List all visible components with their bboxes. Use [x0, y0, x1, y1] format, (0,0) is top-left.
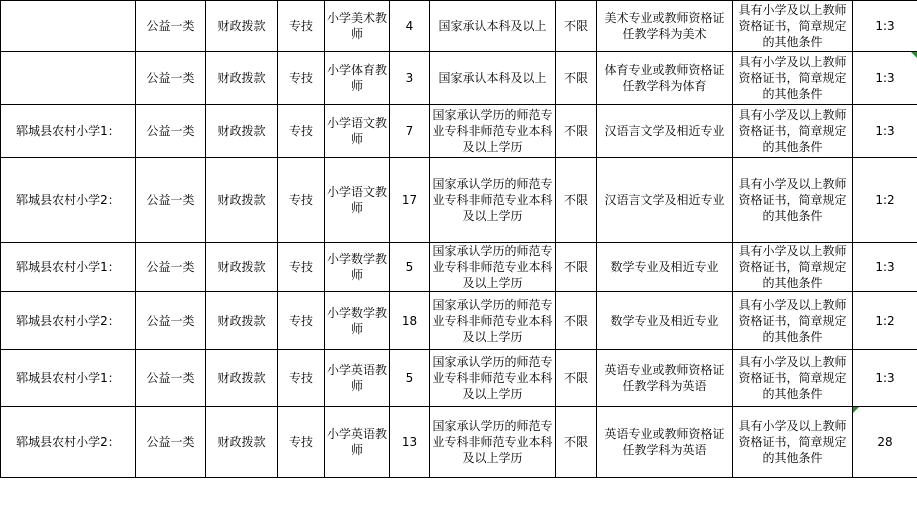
funding-cell[interactable]: 财政拨款 [206, 1, 278, 52]
ratio-cell[interactable]: 28 [853, 407, 917, 478]
position-cell[interactable]: 小学数学教师 [325, 292, 390, 350]
position-cell[interactable]: 小学数学教师 [325, 243, 390, 292]
major-cell[interactable]: 不限 [556, 52, 597, 105]
major-cell[interactable]: 不限 [556, 292, 597, 350]
flag-marker-icon [853, 407, 859, 413]
count-cell[interactable]: 5 [390, 350, 430, 407]
education-cell[interactable]: 国家承认学历的师范专业专科非师范专业本科及以上学历 [430, 407, 556, 478]
category-cell[interactable]: 公益一类 [136, 350, 206, 407]
count-cell[interactable]: 3 [390, 52, 430, 105]
ratio-cell[interactable]: 1:2 [853, 292, 917, 350]
funding-cell[interactable]: 财政拨款 [206, 158, 278, 243]
requirement-cell[interactable]: 数学专业及相近专业 [597, 243, 733, 292]
requirement-cell[interactable]: 体育专业或教师资格证任教学科为体育 [597, 52, 733, 105]
requirement-cell[interactable]: 数学专业及相近专业 [597, 292, 733, 350]
category-cell[interactable]: 公益一类 [136, 158, 206, 243]
ratio-cell[interactable]: 1:2 [853, 158, 917, 243]
education-cell[interactable]: 国家承认学历的师范专业专科非师范专业本科及以上学历 [430, 350, 556, 407]
post-type-cell[interactable]: 专技 [278, 350, 325, 407]
category-cell[interactable]: 公益一类 [136, 292, 206, 350]
post-type-cell[interactable]: 专技 [278, 52, 325, 105]
post-type-cell[interactable]: 专技 [278, 292, 325, 350]
position-cell[interactable]: 小学语文教师 [325, 158, 390, 243]
major-cell[interactable]: 不限 [556, 158, 597, 243]
count-cell[interactable]: 5 [390, 243, 430, 292]
funding-cell[interactable]: 财政拨款 [206, 105, 278, 158]
funding-cell[interactable]: 财政拨款 [206, 292, 278, 350]
other-conditions-cell[interactable]: 具有小学及以上教师资格证书，简章规定的其他条件 [733, 407, 853, 478]
education-cell[interactable]: 国家承认本科及以上 [430, 1, 556, 52]
category-cell[interactable]: 公益一类 [136, 243, 206, 292]
position-cell[interactable]: 小学英语教师 [325, 350, 390, 407]
unit-cell[interactable] [1, 52, 136, 105]
other-conditions-cell[interactable]: 具有小学及以上教师资格证书，简章规定的其他条件 [733, 1, 853, 52]
funding-cell[interactable]: 财政拨款 [206, 350, 278, 407]
table-row [1, 1, 917, 52]
table-row [1, 243, 917, 292]
comment-marker-icon [911, 52, 917, 58]
count-cell[interactable]: 18 [390, 292, 430, 350]
position-cell[interactable]: 小学语文教师 [325, 105, 390, 158]
unit-cell[interactable]: 郓城县农村小学1： [1, 350, 136, 407]
ratio-cell[interactable]: 1:3 [853, 243, 917, 292]
major-cell[interactable]: 不限 [556, 105, 597, 158]
post-type-cell[interactable]: 专技 [278, 1, 325, 52]
other-conditions-cell[interactable]: 具有小学及以上教师资格证书，简章规定的其他条件 [733, 350, 853, 407]
category-cell[interactable]: 公益一类 [136, 52, 206, 105]
funding-cell[interactable]: 财政拨款 [206, 243, 278, 292]
major-cell[interactable]: 不限 [556, 243, 597, 292]
other-conditions-cell[interactable]: 具有小学及以上教师资格证书，简章规定的其他条件 [733, 52, 853, 105]
post-type-cell[interactable]: 专技 [278, 243, 325, 292]
ratio-cell[interactable]: 1:3 [853, 105, 917, 158]
requirement-cell[interactable]: 汉语言文学及相近专业 [597, 158, 733, 243]
education-cell[interactable]: 国家承认学历的师范专业专科非师范专业本科及以上学历 [430, 292, 556, 350]
other-conditions-cell[interactable]: 具有小学及以上教师资格证书，简章规定的其他条件 [733, 105, 853, 158]
education-cell[interactable]: 国家承认学历的师范专业专科非师范专业本科及以上学历 [430, 105, 556, 158]
table-body [1, 1, 917, 478]
ratio-cell[interactable]: 1:3 [853, 1, 917, 52]
position-cell[interactable]: 小学体育教师 [325, 52, 390, 105]
table-row [1, 158, 917, 243]
position-cell[interactable]: 小学英语教师 [325, 407, 390, 478]
count-cell[interactable]: 7 [390, 105, 430, 158]
other-conditions-cell[interactable]: 具有小学及以上教师资格证书，简章规定的其他条件 [733, 243, 853, 292]
funding-cell[interactable]: 财政拨款 [206, 52, 278, 105]
table-row [1, 105, 917, 158]
requirement-cell[interactable]: 美术专业或教师资格证任教学科为美术 [597, 1, 733, 52]
table-row [1, 350, 917, 407]
unit-cell[interactable]: 郓城县农村小学2： [1, 292, 136, 350]
count-cell[interactable]: 17 [390, 158, 430, 243]
table-row [1, 52, 917, 105]
requirement-cell[interactable]: 汉语言文学及相近专业 [597, 105, 733, 158]
other-conditions-cell[interactable]: 具有小学及以上教师资格证书，简章规定的其他条件 [733, 292, 853, 350]
category-cell[interactable]: 公益一类 [136, 105, 206, 158]
unit-cell[interactable]: 郓城县农村小学2： [1, 407, 136, 478]
major-cell[interactable]: 不限 [556, 407, 597, 478]
major-cell[interactable]: 不限 [556, 350, 597, 407]
requirement-cell[interactable]: 英语专业或教师资格证任教学科为英语 [597, 407, 733, 478]
position-cell[interactable]: 小学美术教师 [325, 1, 390, 52]
unit-cell[interactable] [1, 1, 136, 52]
education-cell[interactable]: 国家承认学历的师范专业专科非师范专业本科及以上学历 [430, 158, 556, 243]
funding-cell[interactable]: 财政拨款 [206, 407, 278, 478]
table-row [1, 292, 917, 350]
count-cell[interactable]: 13 [390, 407, 430, 478]
unit-cell[interactable]: 郓城县农村小学1： [1, 243, 136, 292]
unit-cell[interactable]: 郓城县农村小学2： [1, 158, 136, 243]
post-type-cell[interactable]: 专技 [278, 407, 325, 478]
category-cell[interactable]: 公益一类 [136, 1, 206, 52]
other-conditions-cell[interactable]: 具有小学及以上教师资格证书，简章规定的其他条件 [733, 158, 853, 243]
post-type-cell[interactable]: 专技 [278, 105, 325, 158]
education-cell[interactable]: 国家承认学历的师范专业专科非师范专业本科及以上学历 [430, 243, 556, 292]
table-row [1, 407, 917, 478]
education-cell[interactable]: 国家承认本科及以上 [430, 52, 556, 105]
major-cell[interactable]: 不限 [556, 1, 597, 52]
category-cell[interactable]: 公益一类 [136, 407, 206, 478]
ratio-cell[interactable]: 1:3 [853, 52, 917, 105]
requirement-cell[interactable]: 英语专业或教师资格证任教学科为英语 [597, 350, 733, 407]
count-cell[interactable]: 4 [390, 1, 430, 52]
post-type-cell[interactable]: 专技 [278, 158, 325, 243]
ratio-cell[interactable]: 1:3 [853, 350, 917, 407]
unit-cell[interactable]: 郓城县农村小学1： [1, 105, 136, 158]
